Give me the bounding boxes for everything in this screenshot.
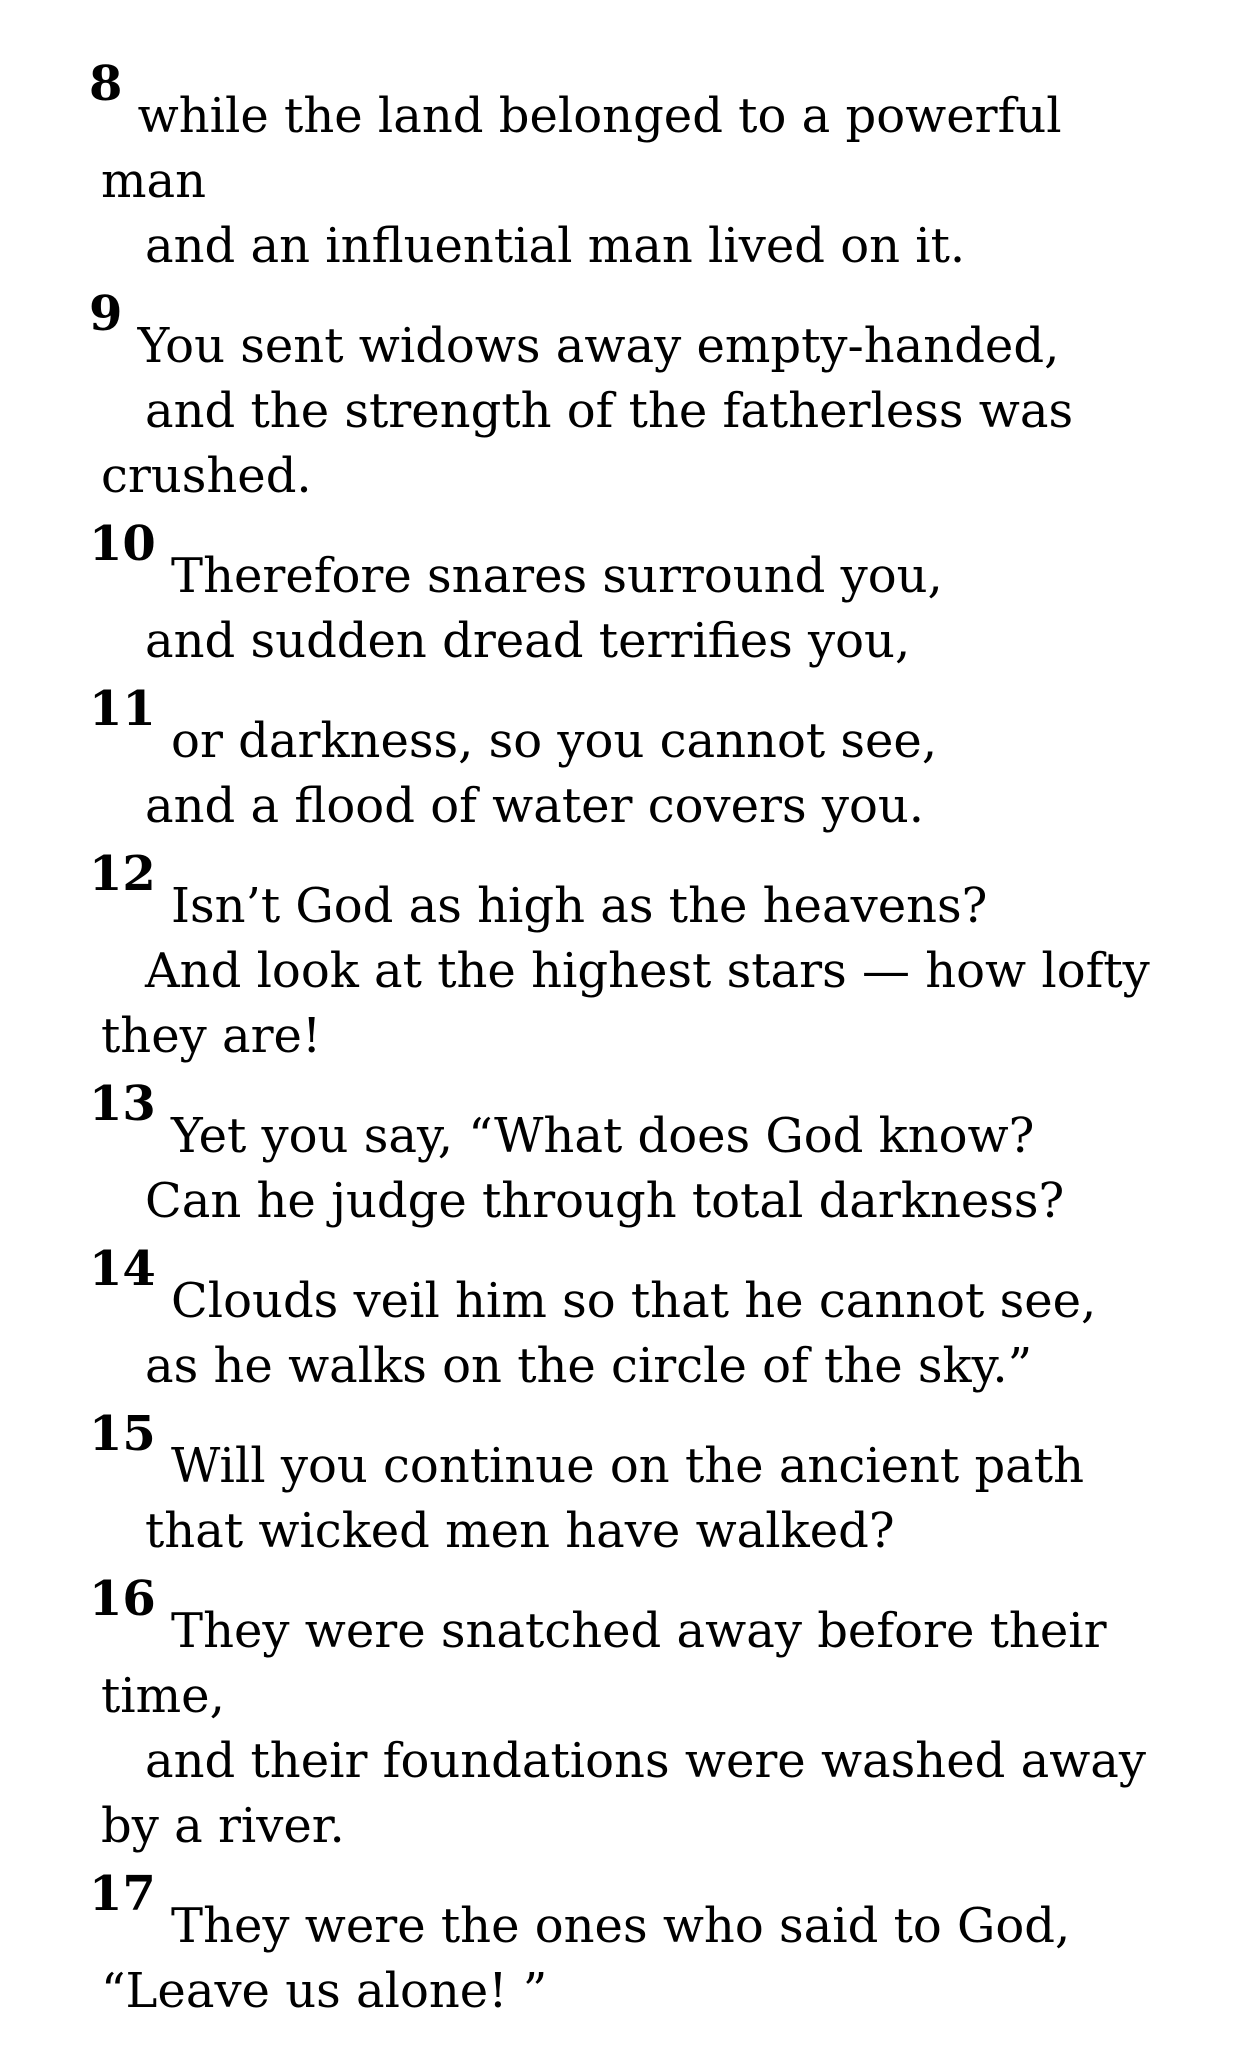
verse-12[interactable] (0, 846, 1212, 1069)
verse-text: and the strength of the fatherless was (145, 383, 1074, 439)
verse-line (0, 1959, 1212, 2024)
verse-text: they are! (101, 1008, 322, 1064)
verse-line: 9 You sent widows away empty-handed, (89, 286, 1060, 374)
verse-text: “Leave us alone! ” (101, 1963, 548, 2019)
verse-text: as he walks on the circle of the sky.” (145, 1338, 1033, 1394)
verse-13[interactable] (0, 1076, 1212, 1234)
verse-number: 16 (89, 1571, 156, 1627)
verse-text: man (101, 153, 207, 209)
verse-text: that wicked men have walked? (145, 1503, 895, 1559)
verse-line (0, 379, 1212, 444)
verse-number: 14 (89, 1241, 156, 1297)
verse-10[interactable] (0, 516, 1212, 674)
verse-number: 17 (89, 1866, 156, 1922)
verse-text: Can he judge through total darkness? (145, 1173, 1065, 1229)
verse-9[interactable] (0, 286, 1212, 509)
verse-15[interactable] (0, 1406, 1212, 1564)
verse-line (0, 1499, 1212, 1564)
verse-number: 12 (89, 846, 156, 902)
verse-line (0, 609, 1212, 674)
verse-text: and a flood of water covers you. (145, 778, 925, 834)
verse-line: 15 Will you continue on the ancient path (89, 1406, 1084, 1494)
verse-number: 8 (89, 56, 123, 112)
verse-line (0, 1664, 1212, 1729)
verse-line: 16 They were snatched away before their (89, 1571, 1107, 1659)
verse-line: 13 Yet you say, “What does God know? (89, 1076, 1035, 1164)
verse-line: 10 Therefore snares surround you, (89, 516, 943, 604)
verse-16[interactable] (0, 1571, 1212, 1859)
verse-14[interactable] (0, 1241, 1212, 1399)
verse-line (0, 1004, 1212, 1069)
verse-number: 9 (89, 286, 123, 342)
verse-number: 13 (89, 1076, 156, 1132)
verse-line (0, 149, 1212, 214)
verse-line (0, 444, 1212, 509)
verse-text: And look at the highest stars — how lofty (145, 943, 1150, 999)
verse-line (0, 939, 1212, 1004)
verse-line (0, 214, 1212, 279)
verse-text: by a river. (101, 1798, 345, 1854)
verse-line: 14 Clouds veil him so that he cannot see, (89, 1241, 1097, 1329)
verse-text: and their foundations were washed away (145, 1733, 1147, 1789)
verse-number: 11 (89, 681, 156, 737)
verse-number: 15 (89, 1406, 156, 1462)
verse-text: and an influential man lived on it. (145, 218, 966, 274)
verse-8[interactable] (0, 56, 1212, 279)
verse-line (0, 1794, 1212, 1859)
verse-line (0, 1729, 1212, 1794)
verse-text: time, (101, 1668, 225, 1724)
verse-line (0, 1169, 1212, 1234)
verse-line: 8 while the land belonged to a powerful (89, 56, 1062, 144)
verse-text: crushed. (101, 448, 312, 504)
verse-number: 10 (89, 516, 156, 572)
verse-line (0, 1334, 1212, 1399)
verse-line: 12 Isn’t God as high as the heavens? (89, 846, 988, 934)
verse-17[interactable] (0, 1866, 1212, 2024)
verse-line: 11 or darkness, so you cannot see, (89, 681, 938, 769)
verse-11[interactable] (0, 681, 1212, 839)
verse-line: 17 They were the ones who said to God, (89, 1866, 1071, 1954)
verse-text: and sudden dread terrifies you, (145, 613, 911, 669)
verse-line (0, 774, 1212, 839)
